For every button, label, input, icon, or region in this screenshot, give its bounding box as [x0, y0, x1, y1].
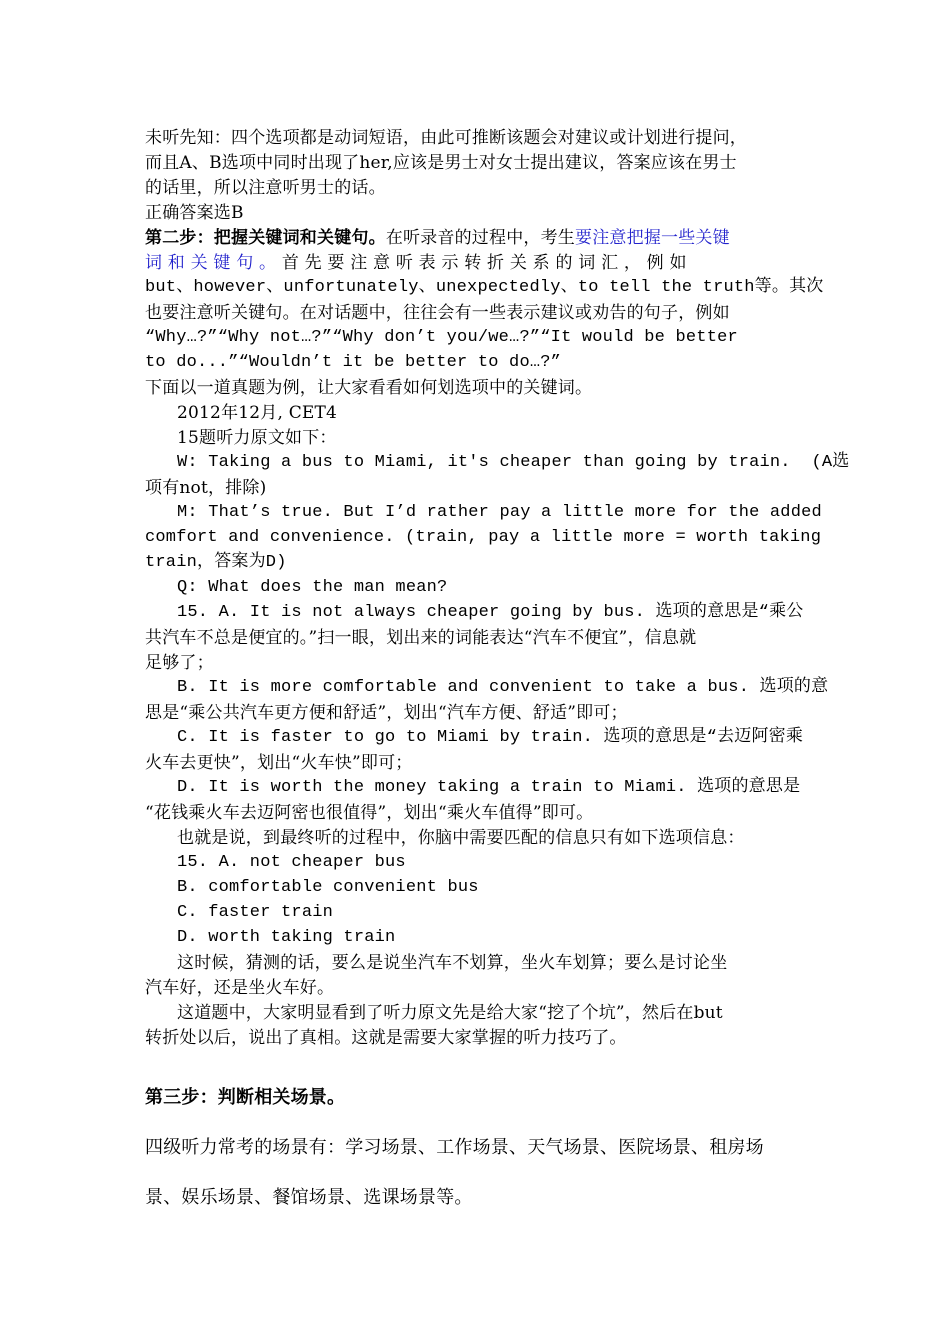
example-line: comfort and convenience. (train, pay a little more = worth taking [145, 528, 822, 547]
step2-line: but、however、unfortunately、unexpectedly、to tell the truth等。其次 [145, 278, 824, 297]
step3-text: 景、娱乐场景、餐馆场景、选课场景等。 [145, 1187, 473, 1208]
example-line: 项有not，排除) [145, 478, 267, 498]
step2-line [145, 226, 815, 250]
step2-text: 在听录音的过程中，考生 [385, 228, 576, 248]
text-line: 的话里，所以注意听男士的话。 [145, 178, 386, 198]
step2-highlight: 词 和 关 键 句 。 [145, 253, 277, 273]
option-keyword-line: 15. A. not cheaper bus [177, 853, 406, 872]
example-line: 这时候，猜测的话，要么是说坐汽车不划算，坐火车划算；要么是讨论坐 [177, 953, 728, 973]
example-line: 15题听力原文如下： [177, 428, 337, 448]
example-line: 火车去更快”，划出“火车快”即可； [145, 753, 413, 773]
example-line: 也就是说，到最终听的过程中，你脑中需要匹配的信息只有如下选项信息： [177, 828, 745, 848]
step2-title: 第二步：把握关键词和关键句。 [145, 228, 386, 248]
step2-line: 也要注意听关键句。在对话题中，往往会有一些表示建议或劝告的句子，例如 [145, 303, 730, 323]
example-line: “花钱乘火车去迈阿密也很值得”，划出“乘火车值得”即可。 [145, 803, 594, 823]
example-line: 思是“乘公共汽车更方便和舒适”，划出“汽车方便、舒适”即可； [145, 703, 628, 723]
step3-text: 四级听力常考的场景有：学习场景、工作场景、天气场景、医院场景、租房场 [145, 1137, 764, 1158]
example-line: 这道题中，大家明显看到了听力原文先是给大家“挖了个坑”，然后在but [177, 1003, 723, 1023]
example-line: train，答案为D) [145, 553, 287, 572]
answer-line: 正确答案选B [145, 203, 244, 223]
example-line: 足够了； [145, 653, 214, 673]
step2-line [145, 251, 815, 275]
example-line: 转折处以后，说出了真相。这就是需要大家掌握的听力技巧了。 [145, 1028, 627, 1048]
text-line: 未听先知：四个选项都是动词短语，由此可推断该题会对建议或计划进行提问， [145, 128, 747, 148]
step2-line: to do...”“Wouldn’t it be better to do…?” [145, 353, 562, 372]
example-line: 2012年12月, CET4 [177, 403, 338, 423]
text-line: 而且A、B选项中同时出现了her,应该是男士对女士提出建议，答案应该在男士 [145, 153, 737, 173]
step2-text: 首 先 要 注 意 听 表 示 转 折 关 系 的 词 汇 ， 例 如 [276, 253, 687, 273]
option-keyword-line: D. worth taking train [177, 928, 396, 947]
example-line: W: Taking a bus to Miami, it's cheaper than going by train. (A选 [177, 453, 850, 472]
example-line: C. It is faster to go to Miami by train. 选项的意思是“去迈阿密乘 [177, 728, 804, 747]
example-line: B. It is more comfortable and convenient to take a bus. 选项的意 [177, 678, 829, 697]
example-line: M: That’s true. But I’d rather pay a little more for the added [177, 503, 822, 522]
example-line: 汽车好，还是坐火车好。 [145, 978, 335, 998]
step2-line: 下面以一道真题为例，让大家看看如何划选项中的关键词。 [145, 378, 593, 398]
option-keyword-line: B. comfortable convenient bus [177, 878, 479, 897]
example-line: 15. A. It is not always cheaper going by bus. 选项的意思是“乘公 [177, 603, 804, 622]
step3-title: 第三步：判断相关场景。 [145, 1087, 346, 1108]
step2-highlight: 要注意把握一些关键 [575, 228, 730, 248]
option-keyword-line: C. faster train [177, 903, 334, 922]
example-line: D. It is worth the money taking a train to Miami. 选项的意思是 [177, 778, 801, 797]
step2-line: “Why…?”“Why not…?”“Why don’t you/we…?”“It would be better [145, 328, 738, 347]
example-line: 共汽车不总是便宜的。”扫一眼，划出来的词能表达“汽车不便宜”，信息就 [145, 628, 697, 648]
example-line: Q: What does the man mean? [177, 578, 448, 597]
